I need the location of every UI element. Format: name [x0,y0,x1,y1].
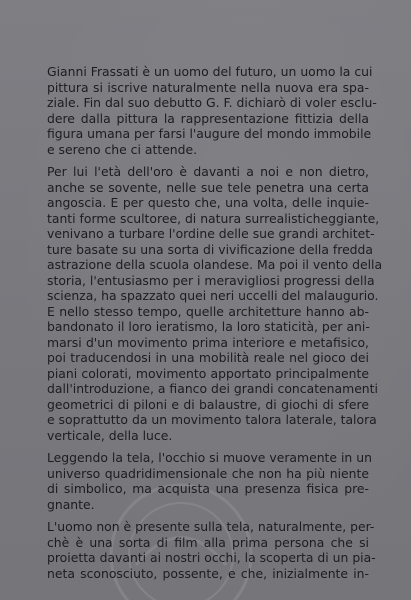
text-line: proietta davanti ai nostri occhi, la scoperta di un pia- [47,550,376,565]
text-line: storia, l'entusiasmo per i meravigliosi progressi della [47,272,375,288]
text-line: universo quadridimensionale che non ha più niente [47,465,369,481]
text-line: di simbolico, ma acquista una presenza fisica pre- [47,481,369,496]
text-line: angoscia. E per questo che, una volta, delle inquie- [47,195,369,210]
text-line: marsi d'un movimento prima interiore e metafisico, [47,334,369,350]
text-line: gnante. [47,496,95,512]
text-line: tanti forme scultoree, di natura surrealisticheggiante, [47,210,380,226]
text-line: verticale, della luce. [47,427,173,443]
text-line: bandonato il loro ieratismo, la loro staticità, per ani- [47,319,370,334]
text-line: dall'introduzione, a fianco dei grandi concatenamenti [47,381,378,396]
text-line: anche se sovente, nelle sue tele penetra una certa [47,179,369,195]
text-line: Gianni Frassati è un uomo del futuro, un uomo la cui [47,64,373,79]
text-line: Per lui l'età dell'oro è davanti a noi e non dietro, [47,164,369,179]
text-line: neta sconosciuto, possente, e che, inizialmente in- [47,565,369,581]
text-line: e soprattutto da un movimento talora laterale, talora [47,412,377,427]
text-line: astrazione della scuola olandese. Ma poi il vento della [47,257,383,272]
text-line: E nello stesso tempo, quelle architetture hanno ab- [47,303,369,319]
text-line: chè è una sorta di film alla prima persona che si [47,534,369,550]
text-line: dere dalla pittura la rappresentazione fittizia della [47,110,369,126]
text-line: pittura si iscrive naturalmente nella nuova era spa- [47,79,369,95]
text-line: ture basate su una sorta di vivificazione della fredda [47,241,374,257]
body-text [47,64,383,588]
text-line: Leggendo la tela, l'occhio si muove veramente in un [47,450,372,465]
text-line: e sereno che ci attende. [47,141,198,157]
text-line: ziale. Fin dal suo debutto G. F. dichiarò di voler esclu- [47,95,377,110]
text-line: L'uomo non è presente sulla tela, naturalmente, per- [47,519,375,534]
paragraph-4 [47,519,376,581]
paragraph-3 [47,450,372,512]
text-line: figura umana per farsi l'augure del mondo immobile [47,126,372,141]
text-line: geometrici di piloni e di balaustre, di giochi di sfere [47,396,369,412]
text-line: venivano a turbare l'ordine delle sue grandi architet- [47,226,375,241]
text-line: poi traducendosi in una mobilità reale nel gioco dei [47,350,369,365]
text-line: scienza, ha spazzato quei neri uccelli del malaugurio. [47,288,379,303]
text-line: piani colorati, movimento apportato principalmente [47,365,369,381]
paragraph-1 [47,64,377,157]
paragraph-2 [47,164,383,443]
